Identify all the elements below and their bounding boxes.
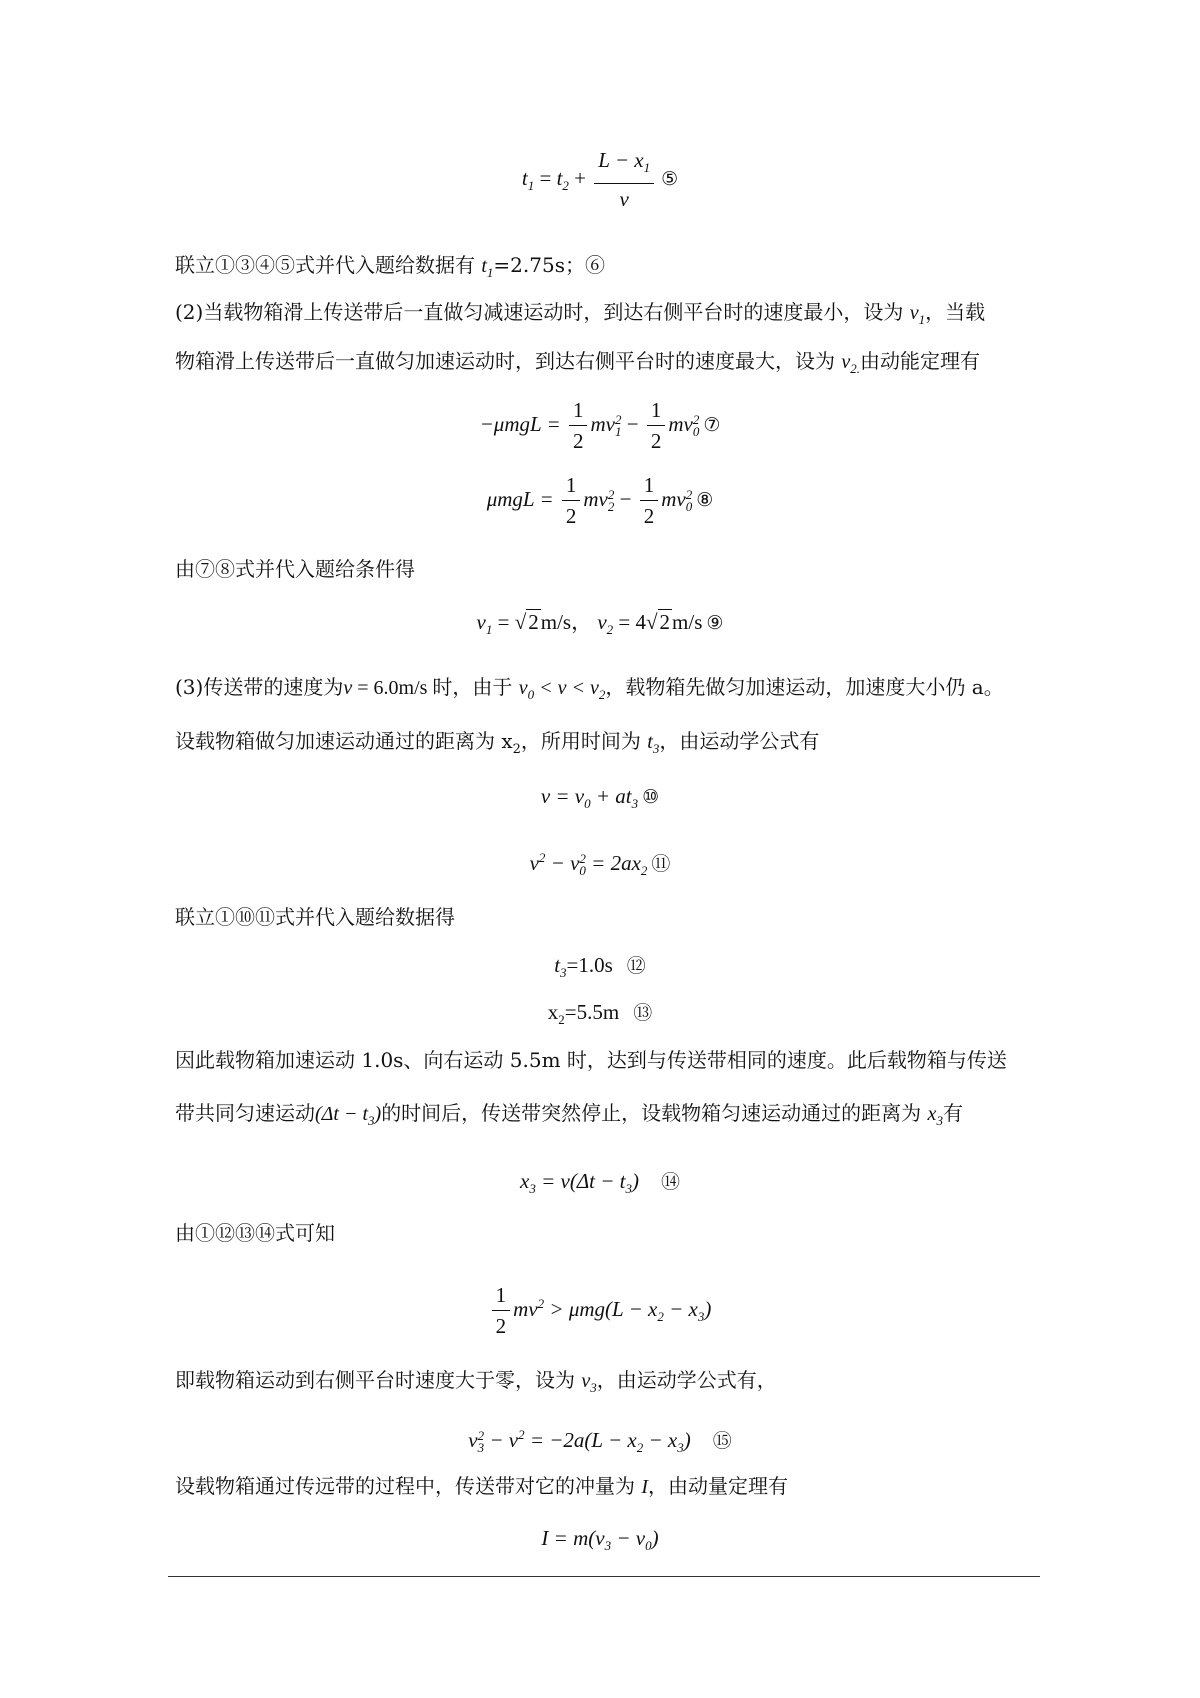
equation-label: ⑫ bbox=[626, 955, 646, 977]
equation-10: $v = v_0 + at_3$ ⑩ bbox=[540, 784, 660, 812]
paragraph-part2-line2: 物箱滑上传送带后一直做匀加速运动时，到达右侧平台时的速度最大，设为 $v_{2.}$由动能定理有 bbox=[175, 349, 980, 376]
equation-11: $v^2 - v$ 2 0 = $2ax_2$ ⑪ bbox=[529, 850, 671, 879]
equation-15: v 2 3 − $v^2 = -2a(L - x_2 - x_3)$ ⑮ bbox=[468, 1427, 732, 1456]
paragraph-part3-line2: 设载物箱做匀加速运动通过的距离为 $x_2$，所用时间为 $t_3$，由运动学公式有 bbox=[175, 729, 820, 757]
equation-label: ⑬ bbox=[633, 1002, 653, 1024]
equation-13: $x_2=5.5m$ ⑬ bbox=[547, 1000, 653, 1028]
equation-impulse: $I = m(v_3 - v_0)$ bbox=[541, 1526, 659, 1554]
equation-label: ⑮ bbox=[712, 1430, 732, 1452]
equation-label: ⑨ bbox=[706, 612, 724, 634]
equation-9: $v_1 = √2m/s$， $v_2 = 4√2m/s$ ⑨ bbox=[476, 610, 724, 638]
equation-12: $t_3=1.0s$ ⑫ bbox=[554, 953, 646, 981]
paragraph-uniform-motion-line1: 因此载物箱加速运动 1.0s、向右运动 5.5m 时，达到与传送带相同的速度。此后载物箱与传送 bbox=[175, 1048, 1007, 1072]
paragraph-substitute-78: 由⑦⑧式并代入题给条件得 bbox=[175, 557, 415, 581]
paragraph-from-1-12-13-14: 由①⑫⑬⑭式可知 bbox=[175, 1221, 335, 1245]
equation-label: ⑪ bbox=[651, 853, 671, 875]
equation-label: ⑩ bbox=[642, 786, 660, 808]
equation-label: ⑭ bbox=[660, 1171, 680, 1193]
equation-label: ⑤ bbox=[661, 168, 679, 191]
footer-divider bbox=[168, 1576, 1040, 1577]
equation-label: ⑧ bbox=[696, 489, 714, 511]
equation-label: ⑦ bbox=[703, 414, 721, 436]
fraction: $\frac{L - x_1}{v}$ bbox=[594, 145, 654, 214]
paragraph-part2-line1: (2)当载物箱滑上传送带后一直做匀减速运动时，到达右侧平台时的速度最小，设为 $v_1$，当载 bbox=[175, 300, 986, 327]
paragraph-v3-positive: 即载物箱运动到右侧平台时速度大于零，设为 $v_3$，由运动学公式有， bbox=[175, 1368, 777, 1395]
inequality-energy: $\frac{1}{2}$ $mv^2 > \mu mg(L - x_2 - x_3)$ bbox=[0, 1280, 1200, 1341]
equation-14: $x_3 = v(\Delta t - t_3)$ ⑭ bbox=[520, 1169, 680, 1197]
equation-7: −μmgL = $\frac{1}{2}$ mv 2 1 − $\frac{1}{2}$ mv 2 0 ⑦ bbox=[0, 395, 1200, 456]
paragraph-uniform-motion-line2: 带共同匀速运动$(\Delta t - t_3)$的时间后，传送带突然停止，设载物箱匀速运动通过的距离为 $x_3$有 bbox=[175, 1101, 963, 1128]
paragraph-combine-1-10-11: 联立①⑩⑪式并代入题给数据得 bbox=[175, 905, 455, 929]
paragraph-part3-line1: (3)传送带的速度为v = 6.0m/s 时，由于 $v_0 < v < v_2$，载物箱先做匀加速运动，加速度大小仍 a。 bbox=[175, 675, 1004, 702]
paragraph-result-t1: 联立①③④⑤式并代入题给数据有 $t_1=2.75s$；⑥ bbox=[175, 253, 605, 280]
equation-8: μmgL = $\frac{1}{2}$ mv 2 2 − $\frac{1}{2}$ mv 2 0 ⑧ bbox=[0, 470, 1200, 531]
paragraph-impulse: 设载物箱通过传远带的过程中，传送带对它的冲量为 I，由动量定理有 bbox=[175, 1474, 789, 1498]
equation-5: $t_1 = t_2$ + $\frac{L - x_1}{v}$ ⑤ bbox=[0, 145, 1200, 214]
